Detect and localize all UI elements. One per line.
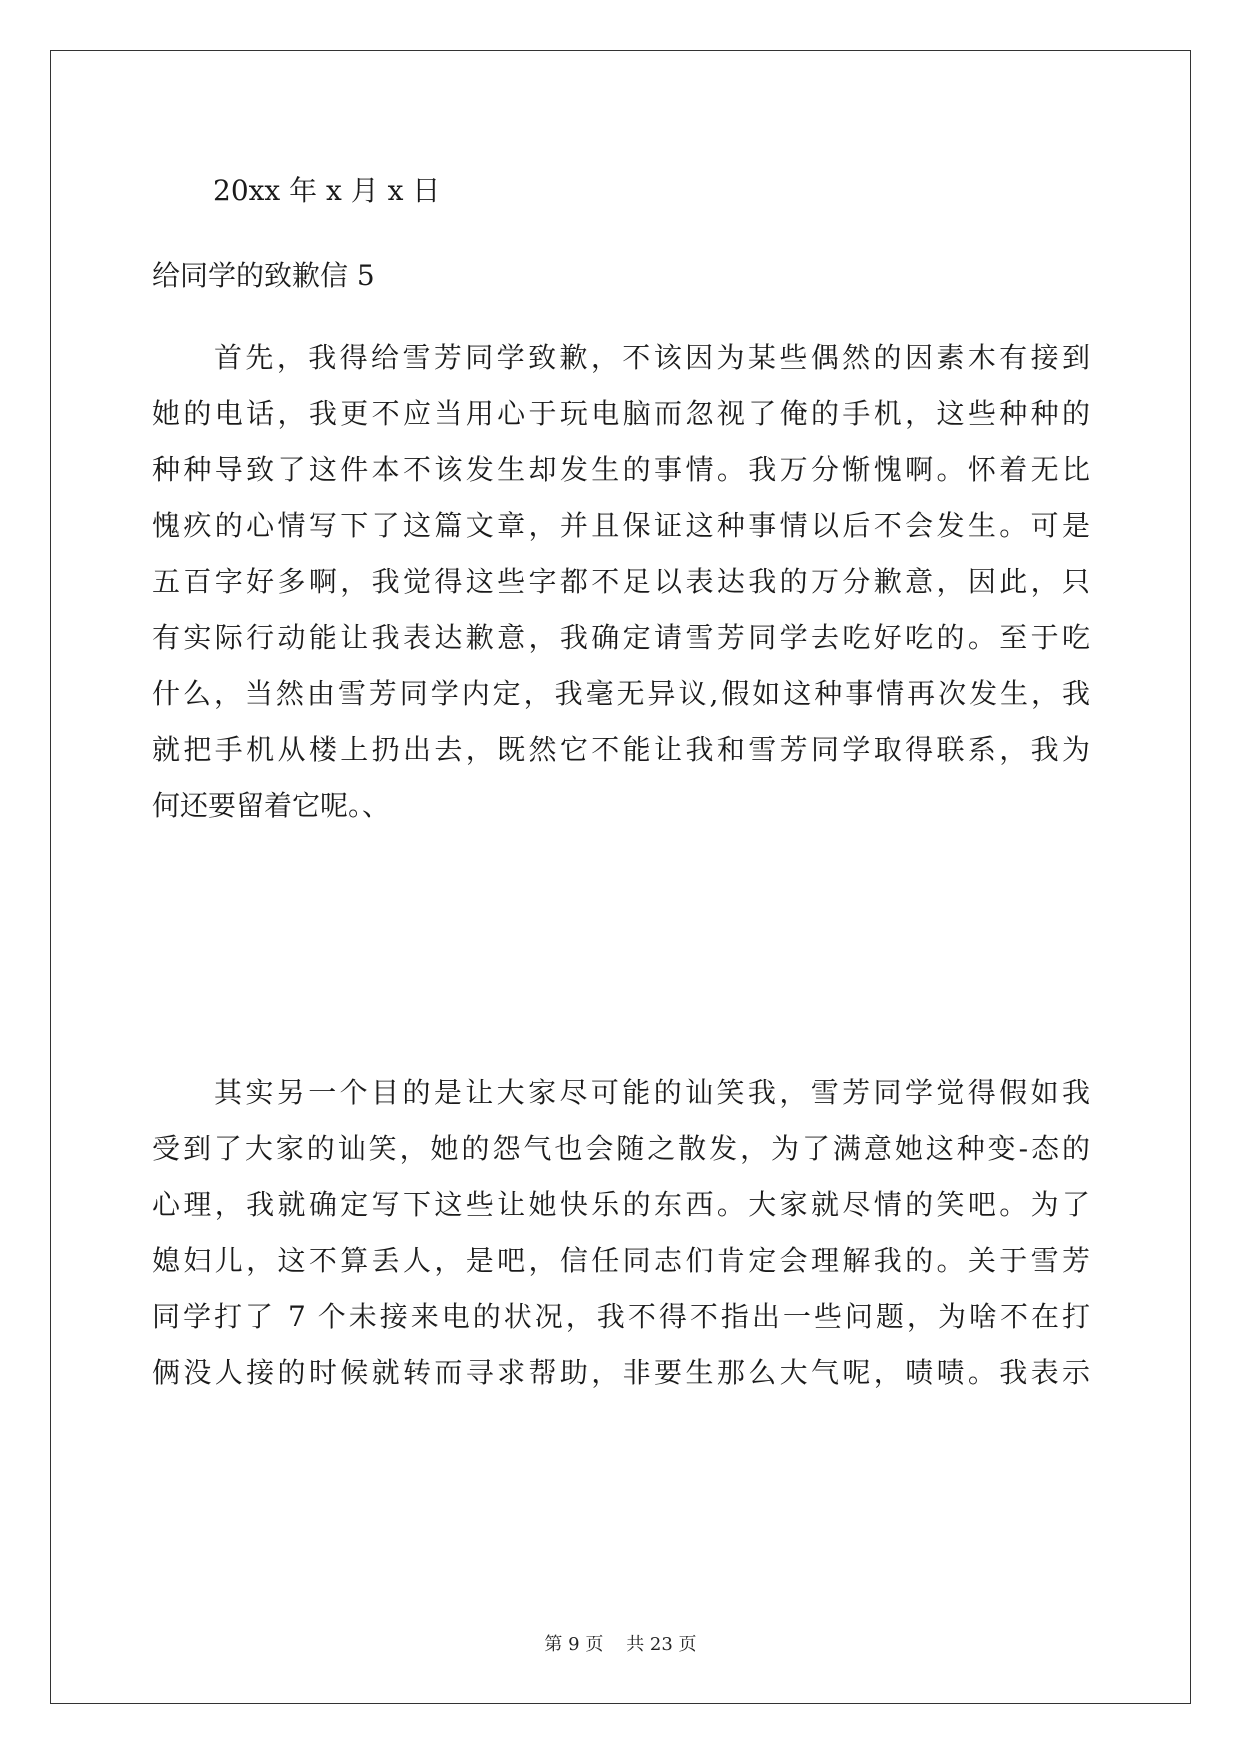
paragraph-line: 什么，当然由雪芳同学内定，我毫无异议,假如这种事情再次发生，我 — [152, 677, 1090, 710]
paragraph-line: 心理，我就确定写下这些让她快乐的东西。大家就尽情的笑吧。为了 — [152, 1188, 1090, 1221]
paragraph-line: 她的电话，我更不应当用心于玩电脑而忽视了俺的手机，这些种种的 — [152, 397, 1090, 430]
paragraph-line: 就把手机从楼上扔出去，既然它不能让我和雪芳同学取得联系，我为 — [152, 733, 1090, 766]
page-number-footer: 第 9 页 共 23 页 — [544, 1634, 697, 1655]
paragraph-line: 受到了大家的讪笑，她的怨气也会随之散发，为了满意她这种变-态的 — [152, 1132, 1090, 1165]
paragraph-line: 媳妇儿，这不算丢人，是吧，信任同志们肯定会理解我的。关于雪芳 — [152, 1244, 1090, 1277]
body-paragraph-1 — [152, 330, 1090, 834]
paragraph-line: 俩没人接的时候就转而寻求帮助，非要生那么大气呢，啧啧。我表示 — [152, 1356, 1090, 1389]
paragraph-line: 其实另一个目的是让大家尽可能的讪笑我，雪芳同学觉得假如我 — [214, 1076, 1090, 1109]
paragraph-line: 首先，我得给雪芳同学致歉，不该因为某些偶然的因素木有接到 — [214, 341, 1090, 374]
paragraph-line: 同学打了 7 个未接来电的状况，我不得不指出一些问题，为啥不在打 — [152, 1300, 1090, 1333]
letter-date: 20xx 年 x 月 x 日 — [213, 174, 441, 207]
paragraph-line: 何还要留着它呢。、 — [152, 789, 391, 822]
paragraph-line: 五百字好多啊，我觉得这些字都不足以表达我的万分歉意，因此，只 — [152, 565, 1090, 598]
paragraph-line: 愧疚的心情写下了这篇文章，并且保证这种事情以后不会发生。可是 — [152, 509, 1090, 542]
body-paragraph-2 — [152, 1065, 1090, 1401]
paragraph-line: 有实际行动能让我表达歉意，我确定请雪芳同学去吃好吃的。至于吃 — [152, 621, 1090, 654]
paragraph-line: 种种导致了这件本不该发生却发生的事情。我万分惭愧啊。怀着无比 — [152, 453, 1090, 486]
letter-title: 给同学的致歉信 5 — [152, 259, 375, 292]
